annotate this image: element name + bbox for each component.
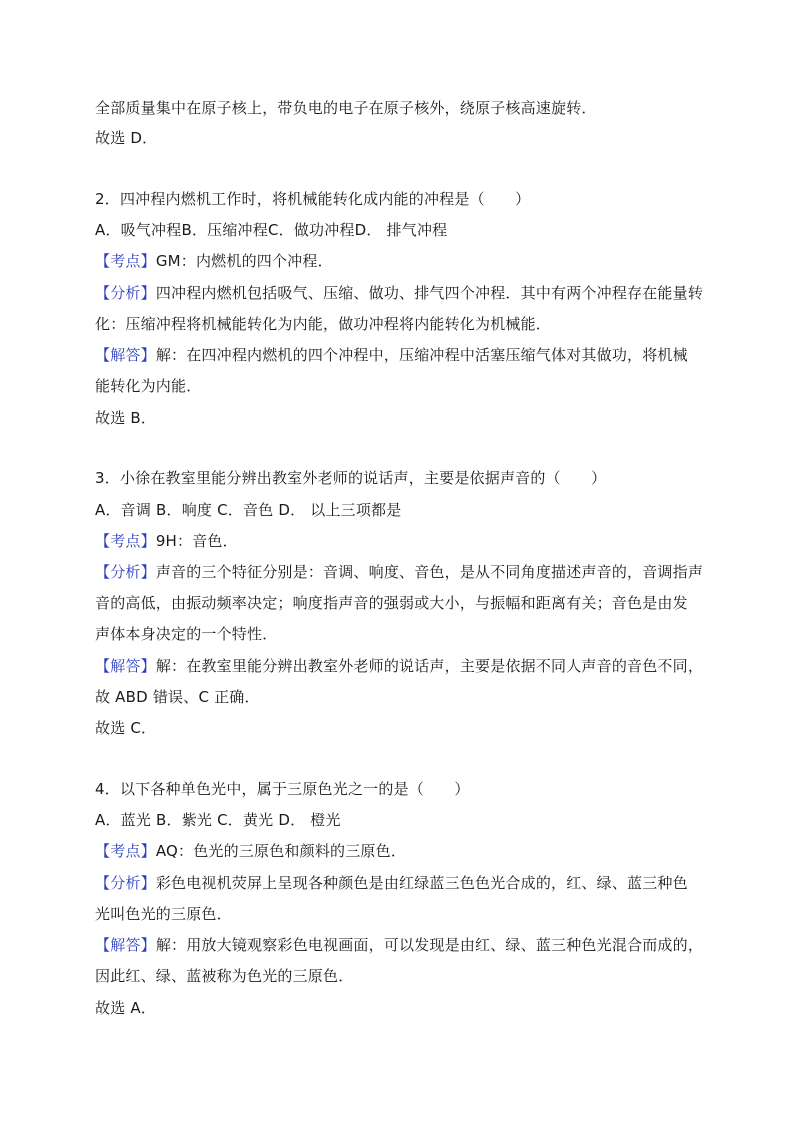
question-4-jieda-1 xyxy=(95,935,730,955)
intro-text: 全部质量集中在原子核上，带负电的电子在原子核外，绕原子核高速旋转． xyxy=(95,99,597,117)
question-3-answer: 故选 C． xyxy=(95,719,157,737)
question-3-kaodian xyxy=(95,531,730,551)
question-3-jieda-2: 故 ABD 错误、C 正确． xyxy=(95,688,260,706)
kaodian-tag: 【考点】 xyxy=(95,252,156,270)
question-2-kaodian xyxy=(95,251,730,271)
fenxi-text: 四冲程内燃机包括吸气、压缩、做功、排气四个冲程．其中有两个冲程存在能量转 xyxy=(155,284,704,302)
jieda-text: 解：在四冲程内燃机的四个冲程中，压缩冲程中活塞压缩气体对其做功，将机械 xyxy=(155,346,688,364)
kaodian-text: AQ：色光的三原色和颜料的三原色． xyxy=(155,842,407,860)
question-2-fenxi-1 xyxy=(95,283,730,303)
fenxi-text: 声音的三个特征分别是：音调、响度、音色，是从不同角度描述声音的，音调指声 xyxy=(155,563,704,581)
question-3-jieda-1 xyxy=(95,656,730,676)
jieda-text: 解：在教室里能分辨出教室外老师的说话声，主要是依据不同人声音的音色不同， xyxy=(155,657,704,675)
question-2-fenxi-2: 化：压缩冲程将机械能转化为内能，做功冲程将内能转化为机械能． xyxy=(95,315,552,333)
question-4-answer: 故选 A． xyxy=(95,999,157,1017)
intro-answer: 故选 D． xyxy=(95,129,158,147)
kaodian-text: GM：内燃机的四个冲程． xyxy=(155,252,333,270)
question-4-jieda-2: 因此红、绿、蓝被称为色光的三原色． xyxy=(95,967,354,985)
question-3-options: A．音调 B．响度 C．音色 D． 以上三项都是 xyxy=(95,501,402,519)
fenxi-tag: 【分析】 xyxy=(95,874,156,892)
question-2-jieda-2: 能转化为内能． xyxy=(95,377,202,395)
jieda-tag: 【解答】 xyxy=(95,936,156,954)
fenxi-text: 彩色电视机荧屏上呈现各种颜色是由红绿蓝三色色光合成的，红、绿、蓝三种色 xyxy=(155,874,688,892)
fenxi-tag: 【分析】 xyxy=(95,563,156,581)
fenxi-tag: 【分析】 xyxy=(95,284,156,302)
question-2-stem: 2．四冲程内燃机工作时，将机械能转化成内能的冲程是（ ） xyxy=(95,190,531,208)
jieda-text: 解：用放大镜观察彩色电视画面，可以发现是由红、绿、蓝三种色光混合而成的， xyxy=(155,936,704,954)
question-3-fenxi-1 xyxy=(95,562,730,582)
question-3-fenxi-3: 声体本身决定的一个特性． xyxy=(95,625,278,643)
jieda-tag: 【解答】 xyxy=(95,346,156,364)
kaodian-tag: 【考点】 xyxy=(95,842,156,860)
jieda-tag: 【解答】 xyxy=(95,657,156,675)
question-4-fenxi-1 xyxy=(95,873,730,893)
question-4-fenxi-2: 光叫色光的三原色． xyxy=(95,905,232,923)
kaodian-text: 9H：音色． xyxy=(155,532,238,550)
question-3-fenxi-2: 音的高低，由振动频率决定；响度指声音的强弱或大小，与振幅和距离有关；音色是由发 xyxy=(95,594,688,612)
kaodian-tag: 【考点】 xyxy=(95,532,156,550)
question-2-answer: 故选 B． xyxy=(95,409,157,427)
question-2-jieda-1 xyxy=(95,345,730,365)
question-4-stem: 4．以下各种单色光中，属于三原色光之一的是（ ） xyxy=(95,780,470,798)
question-2-options: A．吸气冲程B．压缩冲程C．做功冲程D． 排气冲程 xyxy=(95,221,448,239)
question-4-kaodian xyxy=(95,841,730,861)
question-3-stem: 3．小徐在教室里能分辨出教室外老师的说话声，主要是依据声音的（ ） xyxy=(95,469,607,487)
question-4-options: A．蓝光 B．紫光 C．黄光 D． 橙光 xyxy=(95,811,341,829)
